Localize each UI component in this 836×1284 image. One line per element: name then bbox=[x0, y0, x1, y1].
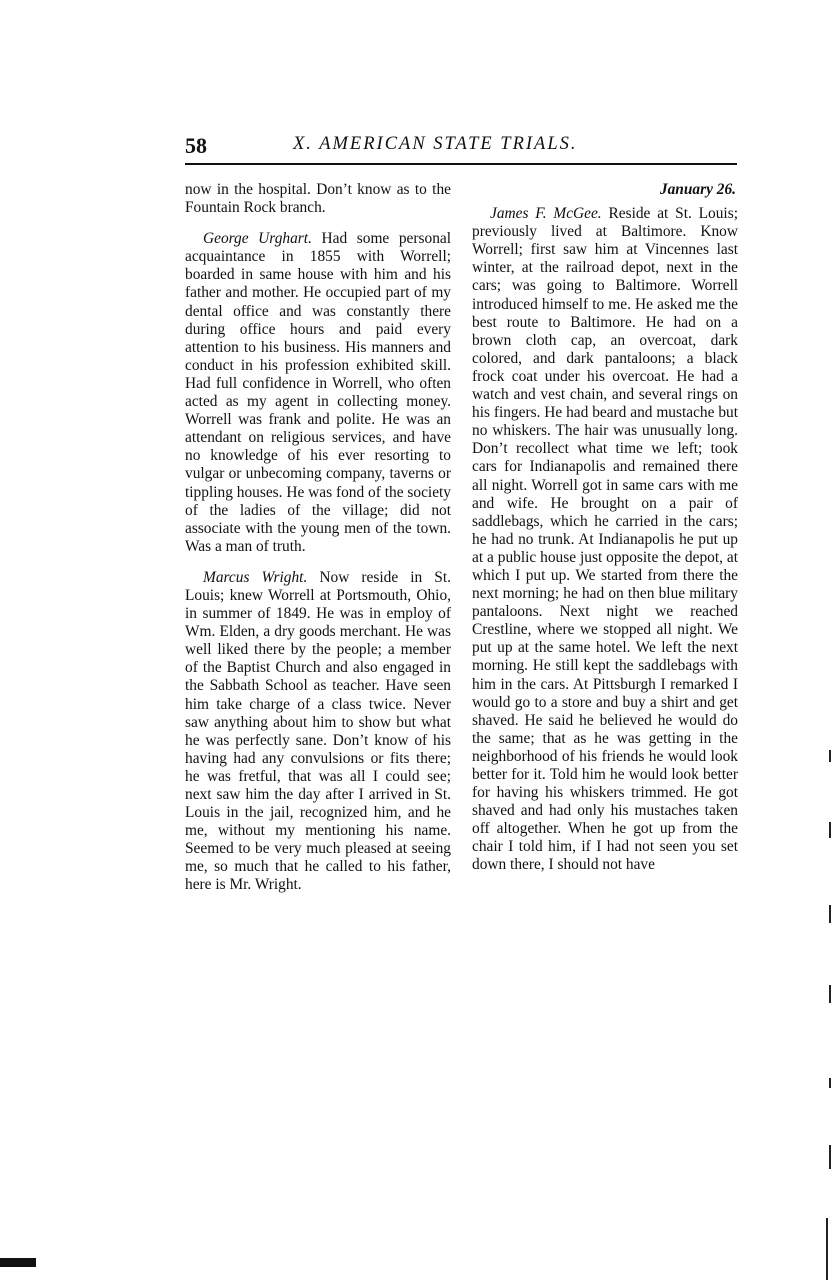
header-rule bbox=[185, 163, 737, 165]
running-header bbox=[185, 133, 737, 159]
session-date: January 26. bbox=[659, 181, 736, 198]
testimony-paragraph bbox=[185, 230, 451, 556]
scan-edge-mark bbox=[829, 1078, 831, 1088]
scan-edge-mark bbox=[826, 1218, 828, 1280]
witness-name: James F. McGee. bbox=[490, 205, 602, 223]
left-column bbox=[185, 181, 451, 895]
scan-edge-mark bbox=[829, 822, 831, 838]
scan-edge-mark bbox=[829, 905, 831, 923]
paragraph-text: now in the hospital. Don’t know as to the Fountain Rock branch. bbox=[185, 181, 451, 217]
testimony-paragraph bbox=[185, 181, 451, 217]
testimony-paragraph bbox=[185, 569, 451, 895]
witness-name: Marcus Wright. bbox=[203, 568, 308, 586]
scan-corner-mark bbox=[0, 1258, 36, 1267]
scan-edge-mark bbox=[829, 1145, 831, 1169]
page-number: 58 bbox=[185, 133, 207, 158]
paragraph-text: Now reside in St. Louis; knew Worrell at Portsmouth, Ohio, in summer of 1849. He was in employ of Wm. Elden, a dry goods merchant. He was well liked there by the people; a member of the Baptist Church and also engaged in the Sabbath School as teacher. Have seen him take charge of a class twice. Never saw anything about him to show but what he was perfectly sane. Don’t know of his having had any convulsions or fits there; he was fretful, that was all I could see; next saw him the day after I arrived in St. Louis in the jail, recognized him, and he me, without my mentioning his name. Seemed to be very much pleased at seeing me, so much that he called to his father, here is Mr. Wright. bbox=[185, 568, 451, 894]
testimony-paragraph bbox=[472, 205, 738, 874]
scan-edge-mark bbox=[829, 750, 831, 762]
right-column bbox=[472, 181, 738, 875]
running-head-title: X. AMERICAN STATE TRIALS. bbox=[293, 134, 578, 154]
scan-edge-mark bbox=[829, 985, 831, 1003]
paragraph-text: Had some personal acquaintance in 1855 with Worrell; boarded in same house with him and his father and mother. He occupied part of my dental office and was constantly there during office hours and paid every attention to his business. His manners and conduct in his profession exhibited skill. Had full confidence in Worrell, who often acted as my agent in collecting money. Worrell was frank and polite. He was an attendant on religious services, and have no knowledge of his ever resorting to vulgar or unbecoming company, taverns or tippling houses. He was fond of the society of the ladies of the village; did not associate with the young men of the town. Was a man of truth. bbox=[185, 230, 451, 555]
paragraph-text: Reside at St. Louis; previously lived at Baltimore. Know Worrell; first saw him at Vincennes last winter, at the railroad depot, next in the cars; was going to Baltimore. Worrell introduced himself to me. He asked me the best route to Baltimore. He had on a brown cloth cap, an overcoat, dark colored, and dark pantaloons; a black frock coat under his overcoat. He had a watch and vest chain, and several rings on his fingers. He had beard and mustache but no whiskers. The hair was unusually long. Don’t recollect what time we left; took cars for Indianapolis and remained there all night. Worrell got in same cars with me and wife. He brought on a pair of saddlebags, which he carried in the cars; he had no trunk. At Indianapolis he put up at a public house just opposite the depot, at which I put up. We started from there the next morning; he had on then blue military pantaloons. Next night we reached Crestline, where we stopped all night. We put up at the same hotel. We left the next morning. He still kept the saddlebags with him in the cars. At Pittsburgh I remarked I would go to a store and buy a shirt and get shaved. He said he believed he would do the same; that as he was getting in the neighborhood of his friends he would look better for it. Told him he would look better for having his whiskers trimmed. He got shaved and had only his mustaches taken off altogether. When he got up from the chair I told him, if I had not seen you set down there, I should not have bbox=[472, 205, 738, 874]
witness-name: George Urghart. bbox=[203, 230, 312, 248]
